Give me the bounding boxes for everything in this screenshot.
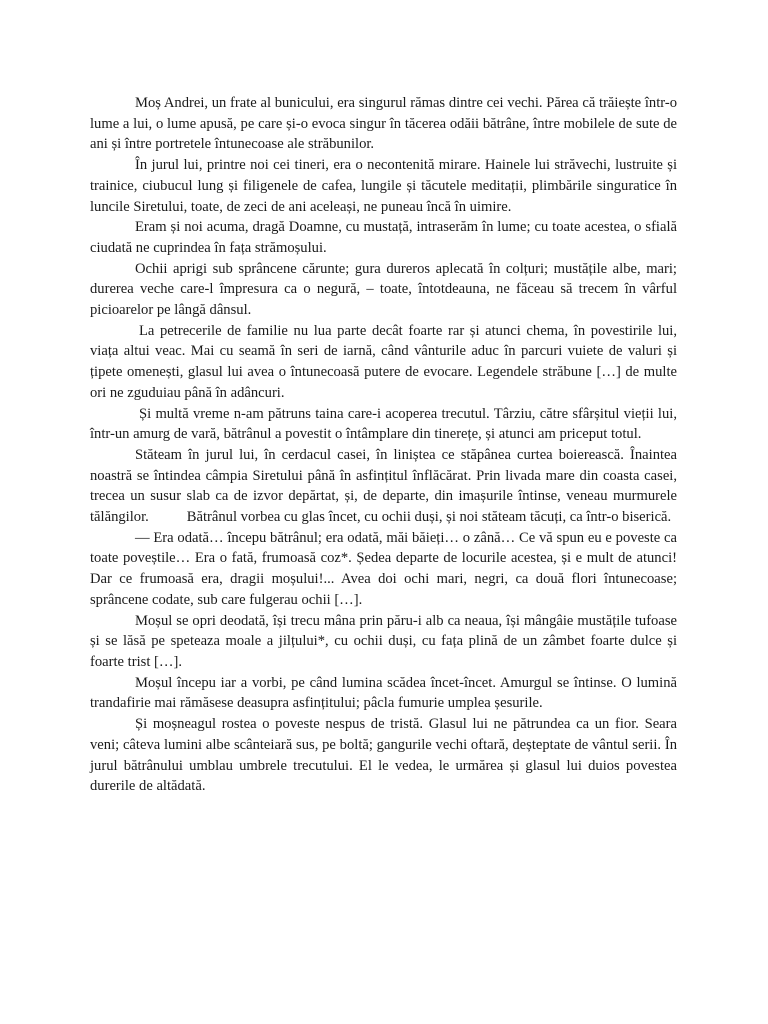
paragraph-9: Moșul se opri deodată, își trecu mâna prin păru-i alb ca neaua, își mângâie mustățile tufoase și se lăsă pe speteaza moale a jilțului*, cu ochii duși, cu fața plină de un zâmbet foarte dulce și foarte trist […]. [90, 612, 677, 670]
paragraph-8: — Era odată… începu bătrânul; era odată, măi băieți… o zână… Ce vă spun eu e poveste ca toate poveștile… Era o fată, frumoasă coz*. Ședea departe de locurile acestea, și e mult de atunci! Dar ce frumoasă era, dragii moșului!... Avea doi ochi mari, negri, ca două flori întunecoase; sprâncene codate, sub care fulgerau ochii […]. [90, 529, 677, 608]
paragraph-3: Eram și noi acuma, dragă Doamne, cu mustață, intraserăm în lume; cu toate acestea, o sfială ciudată ne cuprindea în fața strămoșului. [90, 219, 677, 256]
paragraph-7-text: Stăteam în jurul lui, în cerdacul casei, în liniștea ce stăpânea curtea boierească. Înaintea noastră se întindea câmpia Siretului până în asfințitul înflăcărat. Prin livada mare din coasta casei, trecea un susur slab ca de izvor depărtat, și, de departe, din imașurile întinse, veneau murmurele tălăngilor. [90, 446, 677, 526]
paragraph-11: Și moșneagul rostea o poveste nespus de tristă. Glasul lui ne pătrundea ca un fior. Seara veni; câteva lumini albe scânteiară sus, pe boltă; gangurile vechi oftară, deșteptate de vântul serii. În jurul bătrânului umblau umbrele trecutului. El le vedea, le urmărea și glasul lui duios povestea durerile de altădată. [90, 716, 677, 795]
paragraph-7 [90, 445, 677, 528]
paragraph-6: Și multă vreme n-am pătruns taina care-i acoperea trecutul. Târziu, către sfârșitul vieții lui, într-un amurg de vară, bătrânul a povestit o întâmplare din tinerețe, și atunci am priceput totul. [90, 405, 677, 443]
paragraph-7-continuation: Bătrânul vorbea cu glas încet, cu ochii duși, și noi stăteam tăcuți, ca într-o biserică. [186, 509, 672, 526]
paragraph-10: Moșul începu iar a vorbi, pe când lumina scădea încet-încet. Amurgul se întinse. O lumină trandafirie mai rămăsese deasupra asfințitului; pâcla fumurie umplea șesurile. [90, 674, 677, 712]
paragraph-2: În jurul lui, printre noi cei tineri, era o necontenită mirare. Hainele lui străvechi, lustruite și trainice, ciubucul lung și filigenele de cafea, lungile și tăcutele meditații, plimbările singuratice în luncile Siretului, toate, de zeci de ani aceleași, ne puneau încă în uimire. [90, 157, 677, 215]
paragraph-4: Ochii aprigi sub sprâncene cărunte; gura dureros aplecată în colțuri; mustățile albe, mari; durerea veche care-l împresura ca o negură, – toate, întotdeauna, ne făceau să trecem în vârful picioarelor pe lângă dânsul. [90, 260, 677, 319]
paragraph-1: Moș Andrei, un frate al bunicului, era singurul rămas dintre cei vechi. Părea că trăiește într-o lume a lui, o lume apusă, pe care și-o evoca singur în tăcerea odăii bătrâne, între mobilele de sute de ani și între portretele întunecoase ale străbunilor. [90, 95, 677, 153]
document-page [90, 93, 677, 797]
paragraph-5: La petrecerile de familie nu lua parte decât foarte rar și atunci chema, în povestirile lui, viața altui veac. Mai cu seamă în seri de iarnă, când vânturile aduc în parcuri vuiete de valuri și țipete omenești, glasul lui avea o întunecoasă putere de evocare. Legendele străbune […] de multe ori ne zguduiau până în adâncuri. [90, 322, 677, 401]
